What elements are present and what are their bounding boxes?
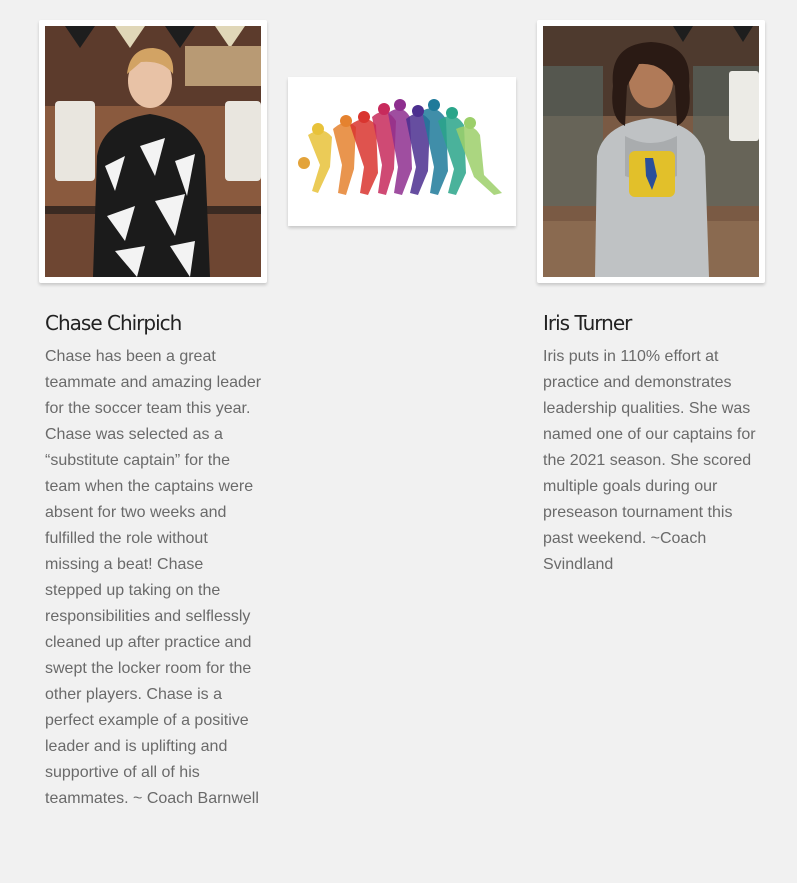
chase-photo-card — [39, 20, 267, 283]
student-portrait-icon — [45, 26, 261, 277]
sports-banner-card — [288, 77, 516, 226]
iris-name-heading: Iris Turner — [543, 311, 632, 335]
student-portrait-icon — [543, 26, 759, 277]
sports-silhouettes-icon — [288, 77, 516, 226]
chase-name-heading: Chase Chirpich — [45, 311, 182, 335]
iris-bio-text: Iris puts in 110% effort at practice and demonstrates leadership qualities. She was named one of our captains for the 2021 season. She scored multiple goals during our preseason tournament this past weekend. ~Coach Svindland — [543, 348, 756, 573]
iris-photo-card — [537, 20, 765, 283]
chase-bio-text: Chase has been a great teammate and amazing leader for the soccer team this year. Chase was selected as a “substitute captain” for the team when the captains were absent for two weeks and fulfilled the role without missing a beat! Chase stepped up taking on the responsibilities and selflessly cleaned up after practice and swept the locker room for the other players. Chase is a perfect example of a positive leader and is uplifting and supportive of all of his teammates. ~ Coach Barnwell — [45, 348, 262, 807]
